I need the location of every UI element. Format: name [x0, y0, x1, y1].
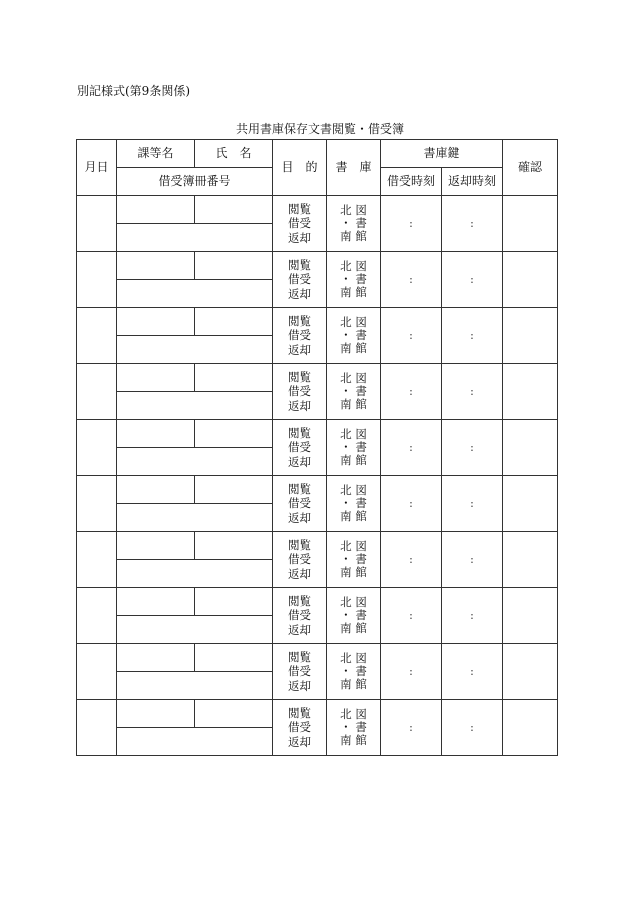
borrow-number-cell[interactable] — [117, 616, 273, 644]
name-cell[interactable] — [195, 252, 273, 280]
borrow-time-cell[interactable] — [381, 420, 442, 476]
borrow-time-cell[interactable] — [381, 308, 442, 364]
borrow-time-cell[interactable] — [381, 700, 442, 756]
library-cell[interactable] — [327, 644, 381, 700]
confirm-cell[interactable] — [503, 252, 558, 308]
entry-row — [77, 532, 558, 560]
purpose-cell[interactable] — [273, 588, 327, 644]
library-cell[interactable] — [327, 252, 381, 308]
library-line: 北 図 — [340, 202, 367, 217]
return-time-cell[interactable] — [442, 532, 503, 588]
time-separator: : — [470, 553, 474, 566]
library-line: 南 館 — [340, 508, 367, 523]
purpose-option: 閲覧 — [288, 257, 311, 272]
time-separator: : — [409, 665, 413, 678]
borrow-number-cell[interactable] — [117, 392, 273, 420]
header-purpose: 目 的 — [273, 140, 327, 196]
purpose-option: 借受 — [288, 608, 311, 623]
library-line: 北 図 — [340, 482, 367, 497]
entry-row — [77, 308, 558, 336]
date-cell[interactable] — [77, 308, 117, 364]
date-cell[interactable] — [77, 420, 117, 476]
date-cell[interactable] — [77, 644, 117, 700]
library-line: 南 館 — [340, 676, 367, 691]
date-cell[interactable] — [77, 476, 117, 532]
header-borrow-number: 借受簿冊番号 — [117, 168, 273, 196]
time-separator: : — [470, 609, 474, 622]
library-cell[interactable] — [327, 476, 381, 532]
purpose-option: 借受 — [288, 552, 311, 567]
library-line: 南 館 — [340, 396, 367, 411]
department-cell[interactable] — [117, 364, 195, 392]
purpose-option: 返却 — [288, 398, 311, 413]
time-separator: : — [409, 553, 413, 566]
purpose-option: 返却 — [288, 566, 311, 581]
borrow-number-cell[interactable] — [117, 504, 273, 532]
name-cell[interactable] — [195, 532, 273, 560]
purpose-option: 返却 — [288, 454, 311, 469]
library-line: ・ 書 — [340, 439, 367, 454]
purpose-option: 返却 — [288, 286, 311, 301]
library-line: ・ 書 — [340, 719, 367, 734]
purpose-cell[interactable] — [273, 476, 327, 532]
entry-row — [77, 364, 558, 392]
purpose-option: 借受 — [288, 384, 311, 399]
borrow-time-cell[interactable] — [381, 588, 442, 644]
department-cell[interactable] — [117, 588, 195, 616]
name-cell[interactable] — [195, 700, 273, 728]
time-separator: : — [470, 329, 474, 342]
purpose-cell[interactable] — [273, 252, 327, 308]
purpose-option: 返却 — [288, 678, 311, 693]
time-separator: : — [470, 497, 474, 510]
header-date: 月日 — [77, 140, 117, 196]
time-separator: : — [409, 609, 413, 622]
entry-row — [77, 476, 558, 504]
ledger-table — [76, 139, 558, 756]
return-time-cell[interactable] — [442, 588, 503, 644]
name-cell[interactable] — [195, 420, 273, 448]
confirm-cell[interactable] — [503, 644, 558, 700]
purpose-option: 返却 — [288, 230, 311, 245]
library-line: 南 館 — [340, 340, 367, 355]
department-cell[interactable] — [117, 476, 195, 504]
entry-row — [77, 196, 558, 224]
entry-row — [77, 700, 558, 728]
library-line: ・ 書 — [340, 215, 367, 230]
purpose-option: 返却 — [288, 510, 311, 525]
department-cell[interactable] — [117, 420, 195, 448]
department-cell[interactable] — [117, 308, 195, 336]
borrow-time-cell[interactable] — [381, 196, 442, 252]
purpose-cell[interactable] — [273, 420, 327, 476]
borrow-number-cell[interactable] — [117, 672, 273, 700]
library-line: ・ 書 — [340, 551, 367, 566]
ledger-body — [77, 196, 558, 756]
library-line: 南 館 — [340, 284, 367, 299]
time-separator: : — [470, 273, 474, 286]
entry-row — [77, 644, 558, 672]
library-line: 北 図 — [340, 538, 367, 553]
library-line: 北 図 — [340, 650, 367, 665]
form-label: 別記様式(第9条関係) — [77, 84, 190, 98]
time-separator: : — [409, 721, 413, 734]
borrow-time-cell[interactable] — [381, 644, 442, 700]
library-line: 南 館 — [340, 732, 367, 747]
date-cell[interactable] — [77, 700, 117, 756]
confirm-cell[interactable] — [503, 476, 558, 532]
return-time-cell[interactable] — [442, 252, 503, 308]
borrow-number-cell[interactable] — [117, 280, 273, 308]
header-library: 書 庫 — [327, 140, 381, 196]
purpose-option: 閲覧 — [288, 369, 311, 384]
purpose-cell[interactable] — [273, 644, 327, 700]
purpose-cell[interactable] — [273, 532, 327, 588]
library-line: 南 館 — [340, 452, 367, 467]
entry-row — [77, 588, 558, 616]
purpose-cell[interactable] — [273, 700, 327, 756]
library-cell[interactable] — [327, 700, 381, 756]
purpose-option: 借受 — [288, 496, 311, 511]
purpose-option: 閲覧 — [288, 481, 311, 496]
time-separator: : — [470, 665, 474, 678]
library-line: 北 図 — [340, 370, 367, 385]
entry-row — [77, 420, 558, 448]
return-time-cell[interactable] — [442, 476, 503, 532]
name-cell[interactable] — [195, 644, 273, 672]
header-return-time: 返却時刻 — [442, 168, 503, 196]
borrow-number-cell[interactable] — [117, 224, 273, 252]
borrow-time-cell[interactable] — [381, 532, 442, 588]
date-cell[interactable] — [77, 196, 117, 252]
date-cell[interactable] — [77, 364, 117, 420]
library-line: ・ 書 — [340, 271, 367, 286]
purpose-option: 閲覧 — [288, 649, 311, 664]
purpose-option: 閲覧 — [288, 425, 311, 440]
purpose-option: 借受 — [288, 216, 311, 231]
department-cell[interactable] — [117, 196, 195, 224]
borrow-time-cell[interactable] — [381, 476, 442, 532]
date-cell[interactable] — [77, 588, 117, 644]
name-cell[interactable] — [195, 308, 273, 336]
date-cell[interactable] — [77, 252, 117, 308]
header-borrow-time: 借受時刻 — [381, 168, 442, 196]
purpose-option: 閲覧 — [288, 593, 311, 608]
name-cell[interactable] — [195, 588, 273, 616]
purpose-option: 閲覧 — [288, 537, 311, 552]
date-cell[interactable] — [77, 532, 117, 588]
entry-row — [77, 252, 558, 280]
department-cell[interactable] — [117, 644, 195, 672]
time-separator: : — [470, 441, 474, 454]
confirm-cell[interactable] — [503, 196, 558, 252]
library-line: 南 館 — [340, 564, 367, 579]
library-line: ・ 書 — [340, 663, 367, 678]
confirm-cell[interactable] — [503, 532, 558, 588]
return-time-cell[interactable] — [442, 364, 503, 420]
purpose-option: 借受 — [288, 272, 311, 287]
purpose-option: 借受 — [288, 440, 311, 455]
library-line: ・ 書 — [340, 383, 367, 398]
purpose-cell[interactable] — [273, 196, 327, 252]
time-separator: : — [409, 329, 413, 342]
return-time-cell[interactable] — [442, 700, 503, 756]
form-title: 共用書庫保存文書閲覧・借受簿 — [235, 122, 404, 136]
library-cell[interactable] — [327, 308, 381, 364]
return-time-cell[interactable] — [442, 420, 503, 476]
time-separator: : — [409, 217, 413, 230]
return-time-cell[interactable] — [442, 196, 503, 252]
purpose-option: 返却 — [288, 342, 311, 357]
confirm-cell[interactable] — [503, 308, 558, 364]
return-time-cell[interactable] — [442, 308, 503, 364]
return-time-cell[interactable] — [442, 644, 503, 700]
name-cell[interactable] — [195, 476, 273, 504]
borrow-time-cell[interactable] — [381, 364, 442, 420]
purpose-cell[interactable] — [273, 364, 327, 420]
purpose-option: 返却 — [288, 734, 311, 749]
header-department: 課等名 — [117, 140, 195, 168]
time-separator: : — [470, 721, 474, 734]
name-cell[interactable] — [195, 196, 273, 224]
library-line: 北 図 — [340, 314, 367, 329]
purpose-option: 借受 — [288, 720, 311, 735]
header-key: 書庫鍵 — [381, 140, 503, 168]
library-line: 北 図 — [340, 258, 367, 273]
name-cell[interactable] — [195, 364, 273, 392]
purpose-option: 返却 — [288, 622, 311, 637]
time-separator: : — [409, 441, 413, 454]
purpose-cell[interactable] — [273, 308, 327, 364]
library-line: 北 図 — [340, 594, 367, 609]
time-separator: : — [409, 273, 413, 286]
library-line: 南 館 — [340, 228, 367, 243]
time-separator: : — [409, 497, 413, 510]
library-line: ・ 書 — [340, 327, 367, 342]
library-line: 南 館 — [340, 620, 367, 635]
library-cell[interactable] — [327, 420, 381, 476]
confirm-cell[interactable] — [503, 588, 558, 644]
library-line: ・ 書 — [340, 607, 367, 622]
library-cell[interactable] — [327, 196, 381, 252]
time-separator: : — [409, 385, 413, 398]
library-line: 北 図 — [340, 426, 367, 441]
library-line: ・ 書 — [340, 495, 367, 510]
library-line: 北 図 — [340, 706, 367, 721]
time-separator: : — [470, 217, 474, 230]
confirm-cell[interactable] — [503, 420, 558, 476]
borrow-time-cell[interactable] — [381, 252, 442, 308]
purpose-option: 借受 — [288, 664, 311, 679]
department-cell[interactable] — [117, 700, 195, 728]
borrow-number-cell[interactable] — [117, 560, 273, 588]
library-cell[interactable] — [327, 588, 381, 644]
library-cell[interactable] — [327, 532, 381, 588]
borrow-number-cell[interactable] — [117, 336, 273, 364]
library-cell[interactable] — [327, 364, 381, 420]
confirm-cell[interactable] — [503, 700, 558, 756]
purpose-option: 閲覧 — [288, 705, 311, 720]
header-confirm: 確認 — [503, 140, 558, 196]
department-cell[interactable] — [117, 252, 195, 280]
borrow-number-cell[interactable] — [117, 728, 273, 756]
header-name: 氏 名 — [195, 140, 273, 168]
department-cell[interactable] — [117, 532, 195, 560]
purpose-option: 閲覧 — [288, 201, 311, 216]
purpose-option: 借受 — [288, 328, 311, 343]
confirm-cell[interactable] — [503, 364, 558, 420]
purpose-option: 閲覧 — [288, 313, 311, 328]
borrow-number-cell[interactable] — [117, 448, 273, 476]
time-separator: : — [470, 385, 474, 398]
